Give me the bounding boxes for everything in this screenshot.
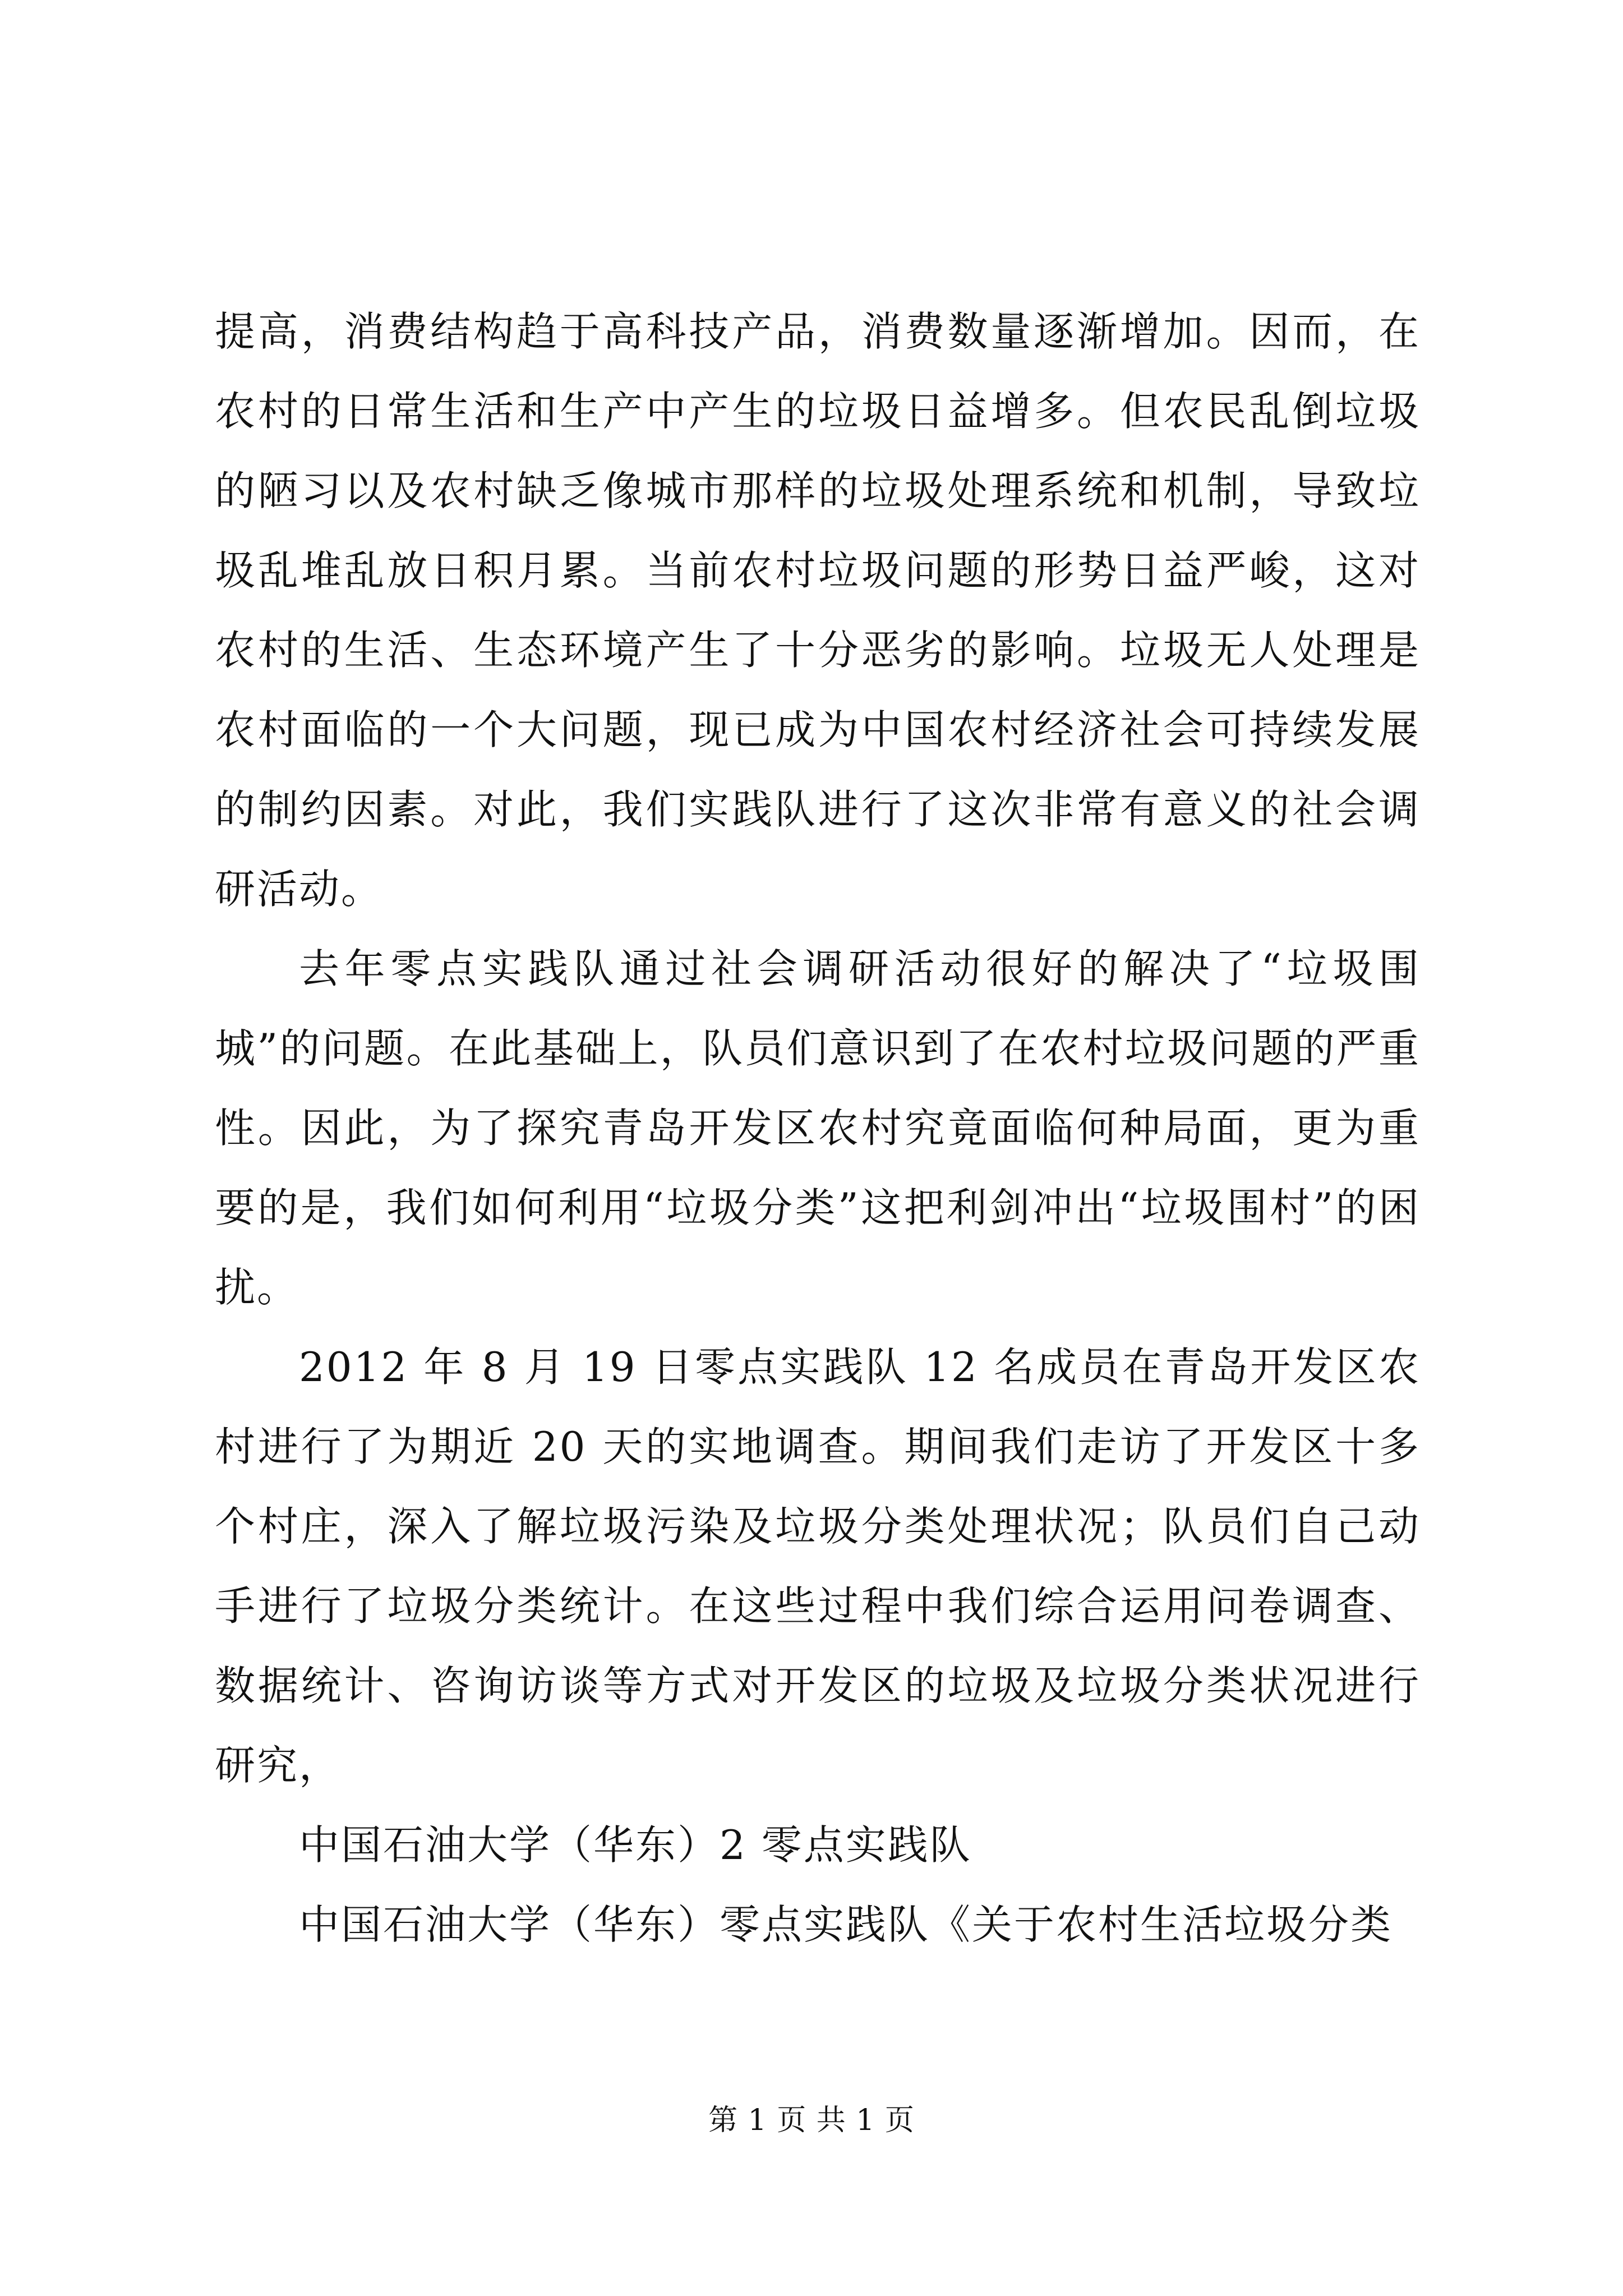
document-body (215, 292, 1421, 1964)
paragraph-continuation: 提高，消费结构趋于高科技产品，消费数量逐渐增加。因而，在农村的日常生活和生产中产生的垃圾日益增多。但农民乱倒垃圾的陋习以及农村缺乏像城市那样的垃圾处理系统和机制，导致垃圾乱堆乱放日积月累。当前农村垃圾问题的形势日益严峻，这对农村的生活、生态环境产生了十分恶劣的影响。垃圾无人处理是农村面临的一个大问题，现已成为中国农村经济社会可持续发展的制约因素。对此，我们实践队进行了这次非常有意义的社会调研活动。 (215, 308, 1421, 913)
paragraph-report-title: 中国石油大学（华东）零点实践队《关于农村生活垃圾分类 (299, 1901, 1393, 1948)
paragraph-last-year-activity: 去年零点实践队通过社会调研活动很好的解决了“垃圾围城”的问题。在此基础上，队员们意识到了在农村垃圾问题的严重性。因此，为了探究青岛开发区农村究竟面临何种局面，更为重要的是，我们如何利用“垃圾分类”这把利剑冲出“垃圾围村”的困扰。 (215, 945, 1421, 1311)
paragraph-field-survey: 2012 年 8 月 19 日零点实践队 12 名成员在青岛开发区农村进行了为期近 20 天的实地调查。期间我们走访了开发区十多个村庄，深入了解垃圾污染及垃圾分类处理状况；队员们自己动手进行了垃圾分类统计。在这些过程中我们综合运用问卷调查、数据统计、咨询访谈等方式对开发区的垃圾及垃圾分类状况进行研究， (215, 1343, 1421, 1789)
paragraph-team-name: 中国石油大学（华东）2 零点实践队 (299, 1821, 972, 1869)
page-footer: 第 1 页 共 1 页 (708, 2104, 915, 2137)
